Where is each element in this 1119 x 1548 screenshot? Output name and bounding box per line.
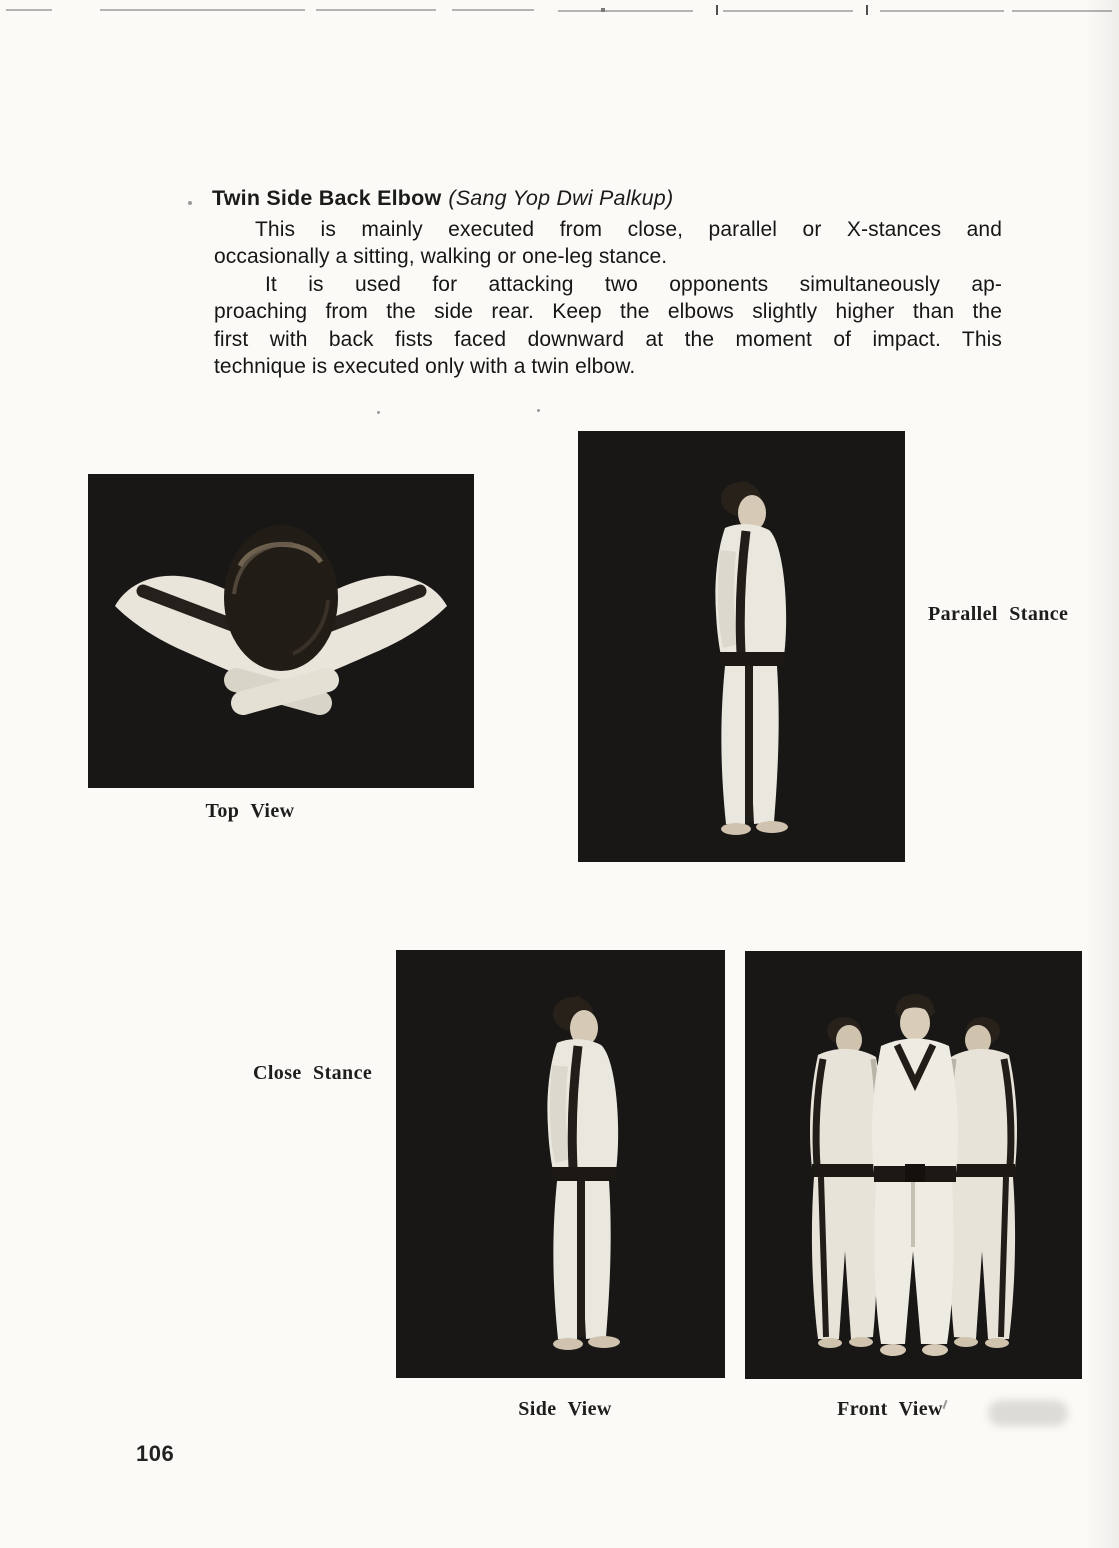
body-line: technique is executed only with a twin elbow.	[214, 355, 636, 379]
body-text	[214, 216, 1002, 380]
scan-speck	[377, 411, 380, 414]
section-heading	[212, 184, 1032, 212]
scan-edge-tick	[601, 8, 605, 12]
scan-edge-tick	[716, 5, 718, 15]
caption-top-view: Top View	[205, 800, 295, 822]
technique-name: Twin Side Back Elbow	[212, 186, 442, 210]
body-line: It is used for attacking two opponents simultaneously ap-	[265, 272, 1002, 296]
photo-side-view	[396, 950, 725, 1378]
photo-top-view	[88, 474, 474, 788]
side-view-illustration	[396, 950, 725, 1378]
page-edge-shading	[1085, 0, 1119, 1548]
label-parallel-stance: Parallel Stance	[928, 603, 1069, 625]
label-close-stance: Close Stance	[253, 1062, 373, 1084]
body-line: first with back fists faced downward at the moment of impact. This	[214, 327, 1002, 351]
caption-front-view: Front View	[837, 1398, 943, 1420]
scan-edge-mark	[452, 9, 534, 11]
body-line: occasionally a sitting, walking or one-leg stance.	[214, 245, 668, 269]
top-view-illustration	[88, 474, 474, 788]
scan-edge-mark	[6, 9, 52, 11]
scan-edge-mark	[100, 9, 305, 11]
caption-side-view: Side View	[518, 1398, 612, 1420]
front-view-illustration	[745, 951, 1082, 1379]
scan-edge-tick	[866, 5, 868, 15]
scan-speck	[188, 201, 192, 205]
photo-front-view	[745, 951, 1082, 1379]
photo-parallel-stance	[578, 431, 905, 862]
scan-speck	[537, 409, 540, 412]
korean-romanization: (Sang Yop Dwi Palkup)	[448, 186, 674, 210]
body-line: proaching from the side rear. Keep the elbows slightly higher than the	[214, 300, 1002, 324]
scan-edge-mark	[316, 9, 436, 11]
scan-smudge	[988, 1400, 1068, 1426]
body-line: This is mainly executed from close, parallel or X-stances and	[255, 218, 1002, 241]
scan-edge-mark	[558, 10, 693, 12]
scan-edge-mark	[723, 10, 853, 12]
parallel-stance-illustration	[578, 431, 905, 862]
page-number: 106	[136, 1441, 175, 1466]
scan-edge-mark	[880, 10, 1004, 12]
